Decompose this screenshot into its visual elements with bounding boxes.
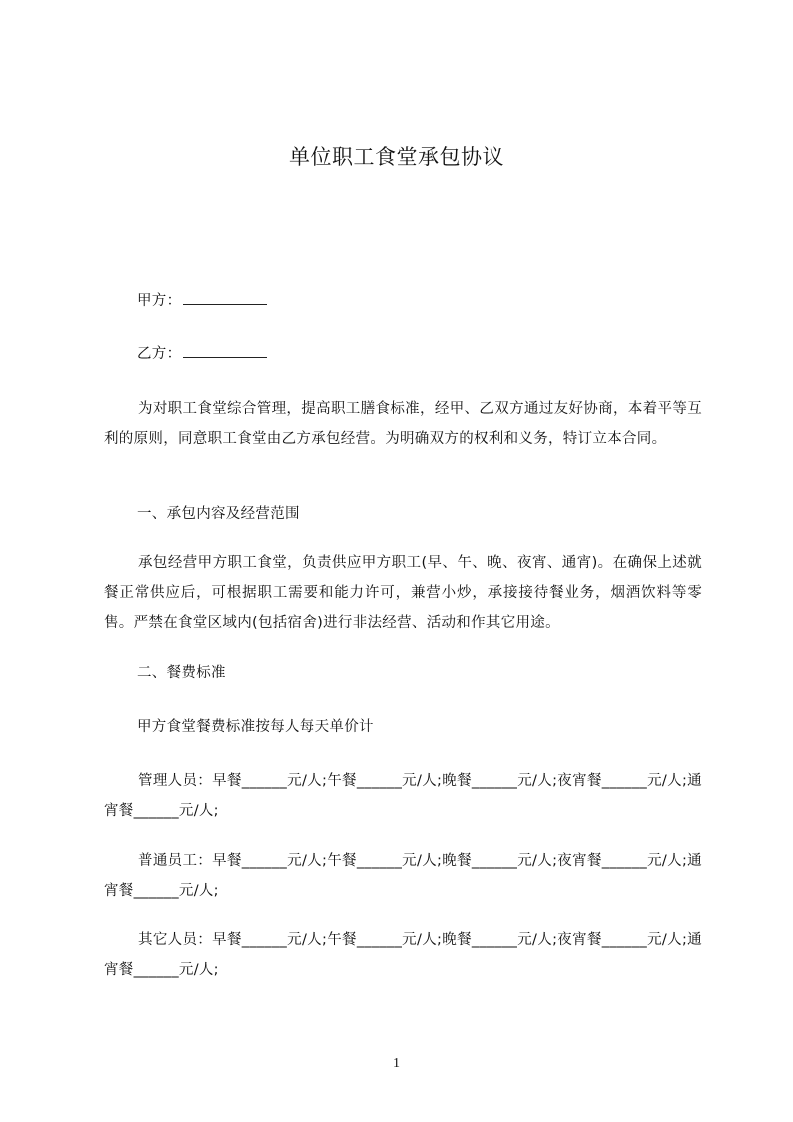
intro-paragraph: 为对职工食堂综合管理，提高职工膳食标准，经甲、乙双方通过友好协商，本着平等互利的原则，同意职工食堂由乙方承包经营。为明确双方的权利和义务，特订立本合同。	[104, 401, 702, 447]
section1-heading: 一、承包内容及经营范围	[137, 506, 300, 522]
section1-body: 承包经营甲方职工食堂，负责供应甲方职工(早、午、晚、夜宵、通宵)。在确保上述就餐正常供应后，可根据职工需要和能力许可，兼营小炒，承接接待餐业务，烟酒饮料等零售。严禁在食堂区域内(包括宿舍)进行非法经营、活动和作其它用途。	[104, 555, 702, 631]
party-a-label: 甲方：	[137, 293, 182, 309]
party-b-line	[137, 341, 737, 367]
party-b-label: 乙方：	[137, 346, 182, 362]
document-title: 单位职工食堂承包协议	[289, 145, 504, 169]
fee-others: 其它人员：早餐______元/人;午餐______元/人;晚餐______元/人;夜宵餐______元/人;通宵餐______元/人;	[104, 932, 702, 978]
section2-heading: 二、餐费标准	[137, 665, 226, 681]
section2-intro: 甲方食堂餐费标准按每人每天单价计	[137, 719, 374, 735]
fee-staff: 普通员工：早餐______元/人;午餐______元/人;晚餐______元/人;夜宵餐______元/人;通宵餐______元/人;	[104, 853, 702, 899]
fee-managers: 管理人员：早餐______元/人;午餐______元/人;晚餐______元/人;夜宵餐______元/人;通宵餐______元/人;	[104, 773, 702, 819]
party-a-line	[137, 288, 737, 314]
party-b-blank	[183, 341, 267, 358]
party-a-blank	[183, 288, 267, 305]
page-number: 1	[393, 1056, 400, 1071]
